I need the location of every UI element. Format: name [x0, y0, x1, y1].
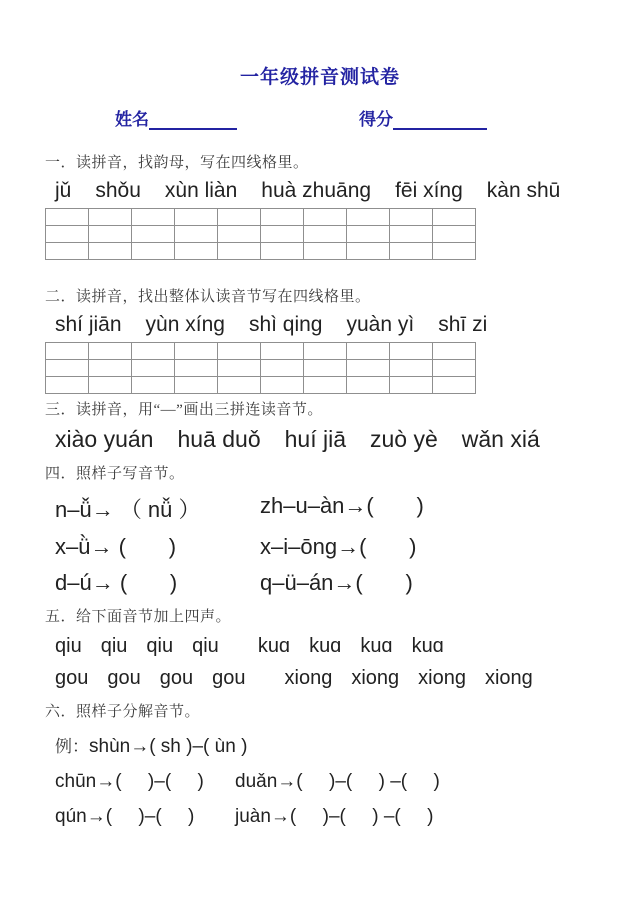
pinyin-word: xiào yuán — [55, 426, 154, 452]
grid-cell — [46, 360, 89, 377]
syllable-blend-item: x–i–ōng→( ) — [260, 534, 417, 559]
grid-cell — [347, 360, 390, 377]
grid-cell — [89, 343, 132, 360]
pinyin-word: kuɑ — [411, 635, 444, 657]
pinyin-word: qiu — [192, 635, 219, 657]
pinyin-word: kuɑ — [309, 635, 342, 657]
section-five-row — [55, 635, 640, 658]
pinyin-word: shì qing — [248, 313, 323, 336]
grid-cell — [89, 226, 132, 243]
grid-cell — [433, 377, 476, 394]
grid-cell — [175, 226, 218, 243]
section-two-heading: 二．读拼音，找出整体认读音节写在四线格里。 — [45, 289, 371, 305]
grid-cell — [304, 226, 347, 243]
grid-cell — [433, 343, 476, 360]
section-four-heading: 四．照样子写音节。 — [45, 466, 185, 482]
grid-cell — [89, 243, 132, 260]
grid-cell — [46, 209, 89, 226]
section-six-row — [55, 806, 640, 828]
pinyin-word: huí jiā — [284, 426, 346, 452]
grid-cell — [261, 377, 304, 394]
grid-cell — [433, 209, 476, 226]
grid-cell — [46, 377, 89, 394]
grid-cell — [261, 343, 304, 360]
grid-cell — [261, 243, 304, 260]
pinyin-word: yuàn yì — [346, 313, 415, 336]
section-six-example — [55, 732, 640, 758]
pinyin-word: xùn liàn — [164, 179, 238, 202]
grid-cell — [218, 226, 261, 243]
grid-cell — [46, 243, 89, 260]
grid-cell — [218, 209, 261, 226]
grid-cell — [89, 377, 132, 394]
section-three-heading: 三．读拼音，用“—”画出三拼连读音节。 — [45, 402, 323, 418]
pinyin-word: jǔ — [55, 179, 72, 202]
syllable-decompose-item: chūn→( )–( ) — [55, 771, 204, 792]
pinyin-word: gou — [55, 667, 89, 689]
section-six-row — [55, 771, 640, 793]
grid-cell — [46, 343, 89, 360]
grid-cell — [347, 209, 390, 226]
pinyin-word: wǎn xiá — [461, 426, 540, 452]
grid-cell — [218, 377, 261, 394]
pinyin-word: xiong — [418, 667, 466, 689]
section-one-pinyin-row — [55, 179, 640, 203]
score-group — [359, 105, 487, 130]
grid-cell — [390, 226, 433, 243]
grid-cell — [347, 243, 390, 260]
syllable-blend-item: q–ü–án→( ) — [260, 570, 413, 595]
pinyin-word: yùn xíng — [145, 313, 225, 336]
score-label: 得分 — [359, 110, 393, 129]
grid-cell — [347, 377, 390, 394]
section-four-row — [55, 493, 640, 524]
grid-cell — [261, 209, 304, 226]
syllable-blend-item: zh–u–àn→( ) — [260, 493, 424, 518]
pinyin-word: huà zhuāng — [261, 179, 372, 202]
pinyin-word: zuò yè — [369, 426, 438, 452]
pinyin-word: xiong — [351, 667, 400, 689]
grid-cell — [132, 377, 175, 394]
grid-cell — [218, 243, 261, 260]
grid-cell — [347, 226, 390, 243]
pinyin-word: kuɑ — [360, 635, 393, 657]
name-label: 姓名 — [115, 110, 149, 129]
name-score-row — [115, 105, 640, 130]
four-line-grid — [45, 342, 476, 394]
grid-cell — [218, 343, 261, 360]
syllable-blend-item: n–ǚ→ （ nǚ ） — [55, 497, 201, 522]
pinyin-word: kuɑ — [257, 635, 291, 657]
grid-cell — [304, 377, 347, 394]
grid-cell — [390, 209, 433, 226]
syllable-decompose-item: qún→( )–( ) — [55, 806, 195, 827]
pinyin-word: qiu — [146, 635, 174, 657]
grid-cell — [132, 209, 175, 226]
section-six-heading: 六．照样子分解音节。 — [45, 704, 201, 720]
pinyin-word: gou — [212, 667, 246, 689]
score-blank-line — [393, 113, 487, 130]
pinyin-word: kàn shū — [486, 179, 561, 202]
page-title: 一年级拼音测试卷 — [239, 67, 400, 88]
example-decomposition: shùn→( sh )–( ùn ) — [89, 736, 248, 757]
grid-cell — [261, 360, 304, 377]
grid-cell — [433, 243, 476, 260]
grid-cell — [390, 360, 433, 377]
grid-cell — [175, 360, 218, 377]
grid-cell — [89, 360, 132, 377]
pinyin-word: xiong — [484, 667, 533, 689]
section-five-heading: 五．给下面音节加上四声。 — [45, 609, 232, 625]
syllable-decompose-item: juàn→( )–( ) –( ) — [235, 806, 434, 827]
pinyin-word: xiong — [284, 667, 333, 689]
pinyin-word: fēi xíng — [395, 179, 463, 202]
grid-cell — [433, 360, 476, 377]
section-two-pinyin-row — [55, 313, 640, 337]
grid-cell — [390, 343, 433, 360]
grid-cell — [175, 209, 218, 226]
pinyin-word: shí jiān — [55, 313, 122, 336]
section-three-pinyin-row — [55, 426, 640, 453]
grid-cell — [304, 209, 347, 226]
grid-cell — [304, 243, 347, 260]
syllable-blend-item: d–ú→ ( ) — [55, 570, 178, 595]
grid-cell — [132, 243, 175, 260]
section-one-writing-grid — [45, 208, 640, 260]
four-line-grid — [45, 208, 476, 260]
grid-cell — [304, 360, 347, 377]
section-five-row — [55, 667, 640, 690]
grid-cell — [304, 343, 347, 360]
grid-cell — [89, 209, 132, 226]
section-two-writing-grid — [45, 342, 640, 394]
grid-cell — [347, 343, 390, 360]
pinyin-word: qiu — [55, 635, 82, 657]
syllable-decompose-item: duǎn→( )–( ) –( ) — [235, 771, 440, 792]
example-label: 例： — [55, 737, 89, 756]
pinyin-word: gou — [107, 667, 141, 689]
grid-cell — [218, 360, 261, 377]
grid-cell — [175, 243, 218, 260]
pinyin-word: qiu — [100, 635, 128, 657]
section-four-row — [55, 570, 640, 596]
pinyin-word: huā duǒ — [177, 426, 261, 452]
grid-cell — [175, 343, 218, 360]
pinyin-word: shī zi — [438, 313, 488, 336]
section-four-row — [55, 534, 640, 560]
syllable-blend-item: x–ǜ→ ( ) — [55, 534, 177, 559]
grid-cell — [46, 226, 89, 243]
grid-cell — [433, 226, 476, 243]
pinyin-word: gou — [159, 667, 194, 689]
grid-cell — [132, 360, 175, 377]
section-one-heading: 一．读拼音，找韵母，写在四线格里。 — [45, 155, 309, 171]
grid-cell — [261, 226, 304, 243]
grid-cell — [390, 377, 433, 394]
grid-cell — [132, 226, 175, 243]
name-blank-line — [149, 113, 237, 130]
grid-cell — [132, 343, 175, 360]
grid-cell — [175, 377, 218, 394]
pinyin-word: shǒu — [95, 179, 141, 202]
grid-cell — [390, 243, 433, 260]
